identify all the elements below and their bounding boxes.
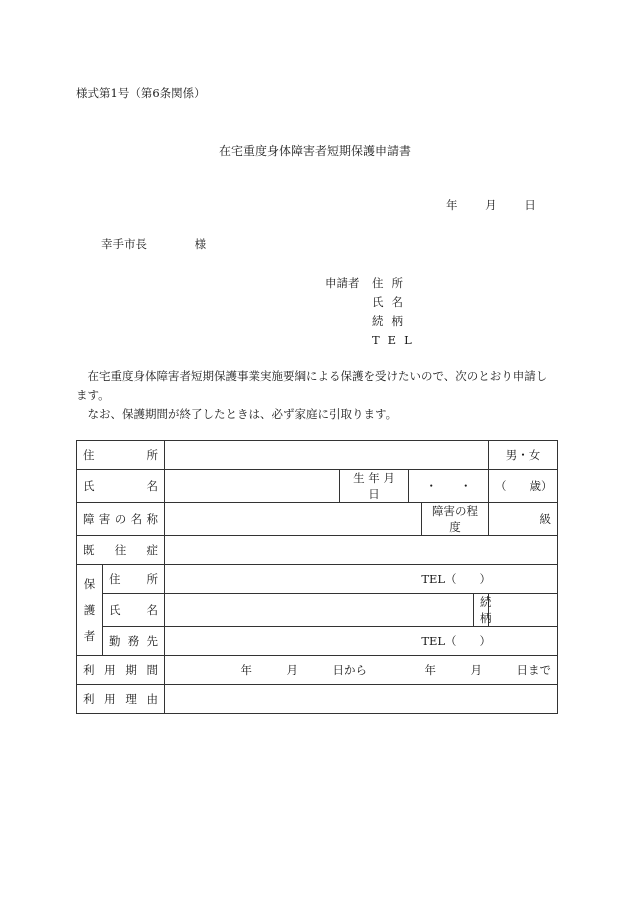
age-field[interactable]: （ 歳） bbox=[489, 470, 558, 503]
applicant-field-tel: TEL bbox=[372, 333, 420, 347]
document-title: 在宅重度身体障害者短期保護申請書 bbox=[218, 144, 411, 158]
row-reason bbox=[77, 685, 558, 714]
guardian-name-field[interactable] bbox=[165, 594, 474, 627]
applicant-field-relation: 続柄 bbox=[372, 314, 411, 328]
address-label: 住 所 bbox=[77, 441, 165, 470]
guardian-address-field[interactable]: TEL（ ） bbox=[165, 565, 558, 594]
history-field[interactable] bbox=[165, 536, 558, 565]
period-label: 利用期間 bbox=[77, 656, 165, 685]
reason-field[interactable] bbox=[165, 685, 558, 714]
row-address bbox=[77, 441, 558, 470]
date-year: 年 bbox=[446, 198, 458, 212]
guardian-work-label: 勤務先 bbox=[103, 627, 165, 656]
form-number: 様式第1号（第6条関係） bbox=[76, 86, 206, 100]
disability-degree-label: 障害の程度 bbox=[422, 503, 489, 536]
row-name bbox=[77, 470, 558, 503]
body-paragraph-2: なお、保護期間が終了したときは、必ず家庭に引取ります。 bbox=[87, 407, 398, 421]
addressee bbox=[101, 236, 206, 252]
guardian-relation-label: 続 柄 bbox=[474, 594, 489, 627]
body-paragraph-1: 在宅重度身体障害者短期保護事業実施要綱による保護を受けたいので、次のとおり申請します。 bbox=[76, 369, 548, 402]
date-month: 月 bbox=[485, 198, 497, 212]
birthdate-label: 生 年 月 日 bbox=[340, 470, 409, 503]
row-disability bbox=[77, 503, 558, 536]
disability-name-field[interactable] bbox=[165, 503, 422, 536]
name-label: 氏 名 bbox=[77, 470, 165, 503]
disability-name-label: 障害の名称 bbox=[77, 503, 165, 536]
date-day: 日 bbox=[524, 198, 536, 212]
addressee-honorific: 様 bbox=[194, 237, 207, 251]
address-field[interactable] bbox=[165, 441, 489, 470]
guardian-address-label: 住 所 bbox=[103, 565, 165, 594]
guardian-name-label: 氏 名 bbox=[103, 594, 165, 627]
date-line bbox=[446, 197, 560, 213]
applicant-label: 申請者 bbox=[325, 276, 360, 290]
row-period bbox=[77, 656, 558, 685]
guardian-label bbox=[77, 565, 103, 656]
row-guardian-name bbox=[77, 594, 558, 627]
applicant-field-address: 住所 bbox=[372, 276, 411, 290]
application-table bbox=[76, 440, 558, 714]
applicant-field-name: 氏名 bbox=[372, 295, 411, 309]
row-guardian-work bbox=[77, 627, 558, 656]
name-field[interactable] bbox=[165, 470, 340, 503]
body-text bbox=[76, 367, 551, 424]
guardian-work-field[interactable]: TEL（ ） bbox=[165, 627, 558, 656]
gender-field[interactable]: 男・女 bbox=[489, 441, 558, 470]
row-guardian-address bbox=[77, 565, 558, 594]
row-history bbox=[77, 536, 558, 565]
reason-label: 利用理由 bbox=[77, 685, 165, 714]
addressee-name: 幸手市長 bbox=[101, 237, 147, 251]
applicant-block bbox=[325, 274, 420, 350]
birthdate-field[interactable]: ・ ・ bbox=[409, 470, 489, 503]
guardian-label-text: 保 護 者 bbox=[83, 577, 96, 643]
grade-field[interactable]: 級 bbox=[489, 503, 558, 536]
period-field[interactable]: 年 月 日から 年 月 日まで bbox=[165, 656, 558, 685]
history-label: 既 往 症 bbox=[77, 536, 165, 565]
